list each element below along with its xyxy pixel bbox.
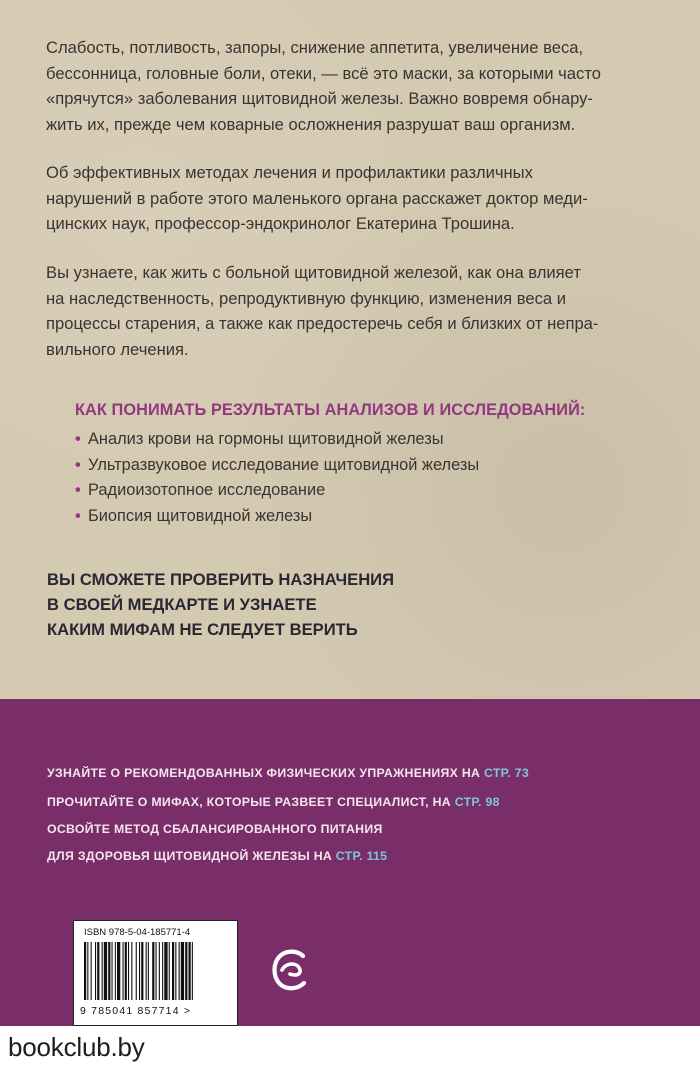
promo-line-nutrition (47, 819, 687, 839)
page-reference: СТР. 73 (483, 766, 530, 780)
intro-paragraph-3 (46, 260, 666, 362)
promo-text: ОСВОЙТЕ МЕТОД СБАЛАНСИРОВАННОГО ПИТАНИЯ (47, 822, 383, 836)
bullet-icon: • (75, 430, 81, 448)
isbn-label: ISBN 978-5-04-185771-4 (84, 927, 191, 938)
analysis-heading: КАК ПОНИМАТЬ РЕЗУЛЬТАТЫ АНАЛИЗОВ И ИССЛЕДОВАНИЙ: (75, 401, 586, 419)
site-watermark: bookclub.by (8, 1032, 145, 1062)
bullet-icon: • (75, 506, 81, 525)
promo-line-exercises (47, 763, 687, 783)
list-item-text: Биопсия щитовидной железы (88, 506, 313, 525)
text-line: бессонница, головные боли, отеки, — всё это маски, за которыми часто (46, 63, 601, 83)
list-item (75, 453, 479, 479)
text-line: жить их, прежде чем коварные осложнения разрушат ваш организм. (46, 114, 576, 134)
promo-text: ПРОЧИТАЙТЕ О МИФАХ, КОТОРЫЕ РАЗВЕЕТ СПЕЦИАЛИСТ, НА (47, 795, 455, 809)
promo-line-thyroid-health (47, 846, 687, 866)
barcode-icon (82, 942, 229, 1002)
list-item-text: Анализ крови на гормоны щитовидной железы (88, 430, 444, 448)
callout-line: В СВОЕЙ МЕДКАРТЕ И УЗНАЕТЕ (47, 595, 317, 614)
list-item (75, 427, 479, 453)
text-line: цинских наук, профессор-эндокринолог Екатерина Трошина. (46, 214, 515, 233)
callout-line: КАКИМ МИФАМ НЕ СЛЕДУЕТ ВЕРИТЬ (47, 620, 358, 639)
barcode-number: 9 785041 857714 > (80, 1005, 192, 1017)
eksmo-e-logo-icon (270, 947, 310, 998)
check-callout (47, 567, 394, 642)
text-line: нарушений в работе этого маленького органа расскажет доктор меди- (46, 188, 588, 208)
text-line: на наследственность, репродуктивную функцию, изменения веса и (46, 288, 566, 308)
analysis-list (75, 427, 479, 529)
promo-text: УЗНАЙТЕ О РЕКОМЕНДОВАННЫХ ФИЗИЧЕСКИХ УПРАЖНЕНИЯХ НА (47, 766, 484, 780)
page-reference: СТР. 115 (335, 849, 388, 863)
text-line: процессы старения, а также как предостеречь себя и близких от непра- (46, 314, 599, 333)
text-line: Об эффективных методах лечения и профилактики различных (46, 163, 533, 182)
text-line: Вы узнаете, как жить с больной щитовидной железой, как она влияет (46, 263, 581, 282)
intro-paragraph-1 (46, 35, 666, 137)
text-line: Слабость, потливость, запоры, снижение аппетита, увеличение веса, (46, 38, 584, 57)
text-line: «прячутся» заболевания щитовидной железы. Важно вовремя обнару- (46, 89, 593, 108)
isbn-barcode (73, 920, 238, 1026)
list-item-text: Радиоизотопное исследование (88, 481, 326, 499)
promo-line-myths (47, 792, 687, 812)
bullet-icon: • (75, 481, 81, 499)
intro-paragraph-2 (46, 160, 666, 237)
list-item (75, 478, 479, 504)
list-item-text: Ультразвуковое исследование щитовидной железы (88, 455, 480, 474)
promo-text: ДЛЯ ЗДОРОВЬЯ ЩИТОВИДНОЙ ЖЕЛЕЗЫ НА (47, 849, 336, 863)
footer-strip (0, 1026, 700, 1076)
callout-line: ВЫ СМОЖЕТЕ ПРОВЕРИТЬ НАЗНАЧЕНИЯ (47, 570, 395, 589)
text-line: вильного лечения. (46, 339, 189, 359)
bullet-icon: • (75, 455, 81, 474)
list-item (75, 504, 479, 530)
page-reference: СТР. 98 (454, 795, 500, 809)
